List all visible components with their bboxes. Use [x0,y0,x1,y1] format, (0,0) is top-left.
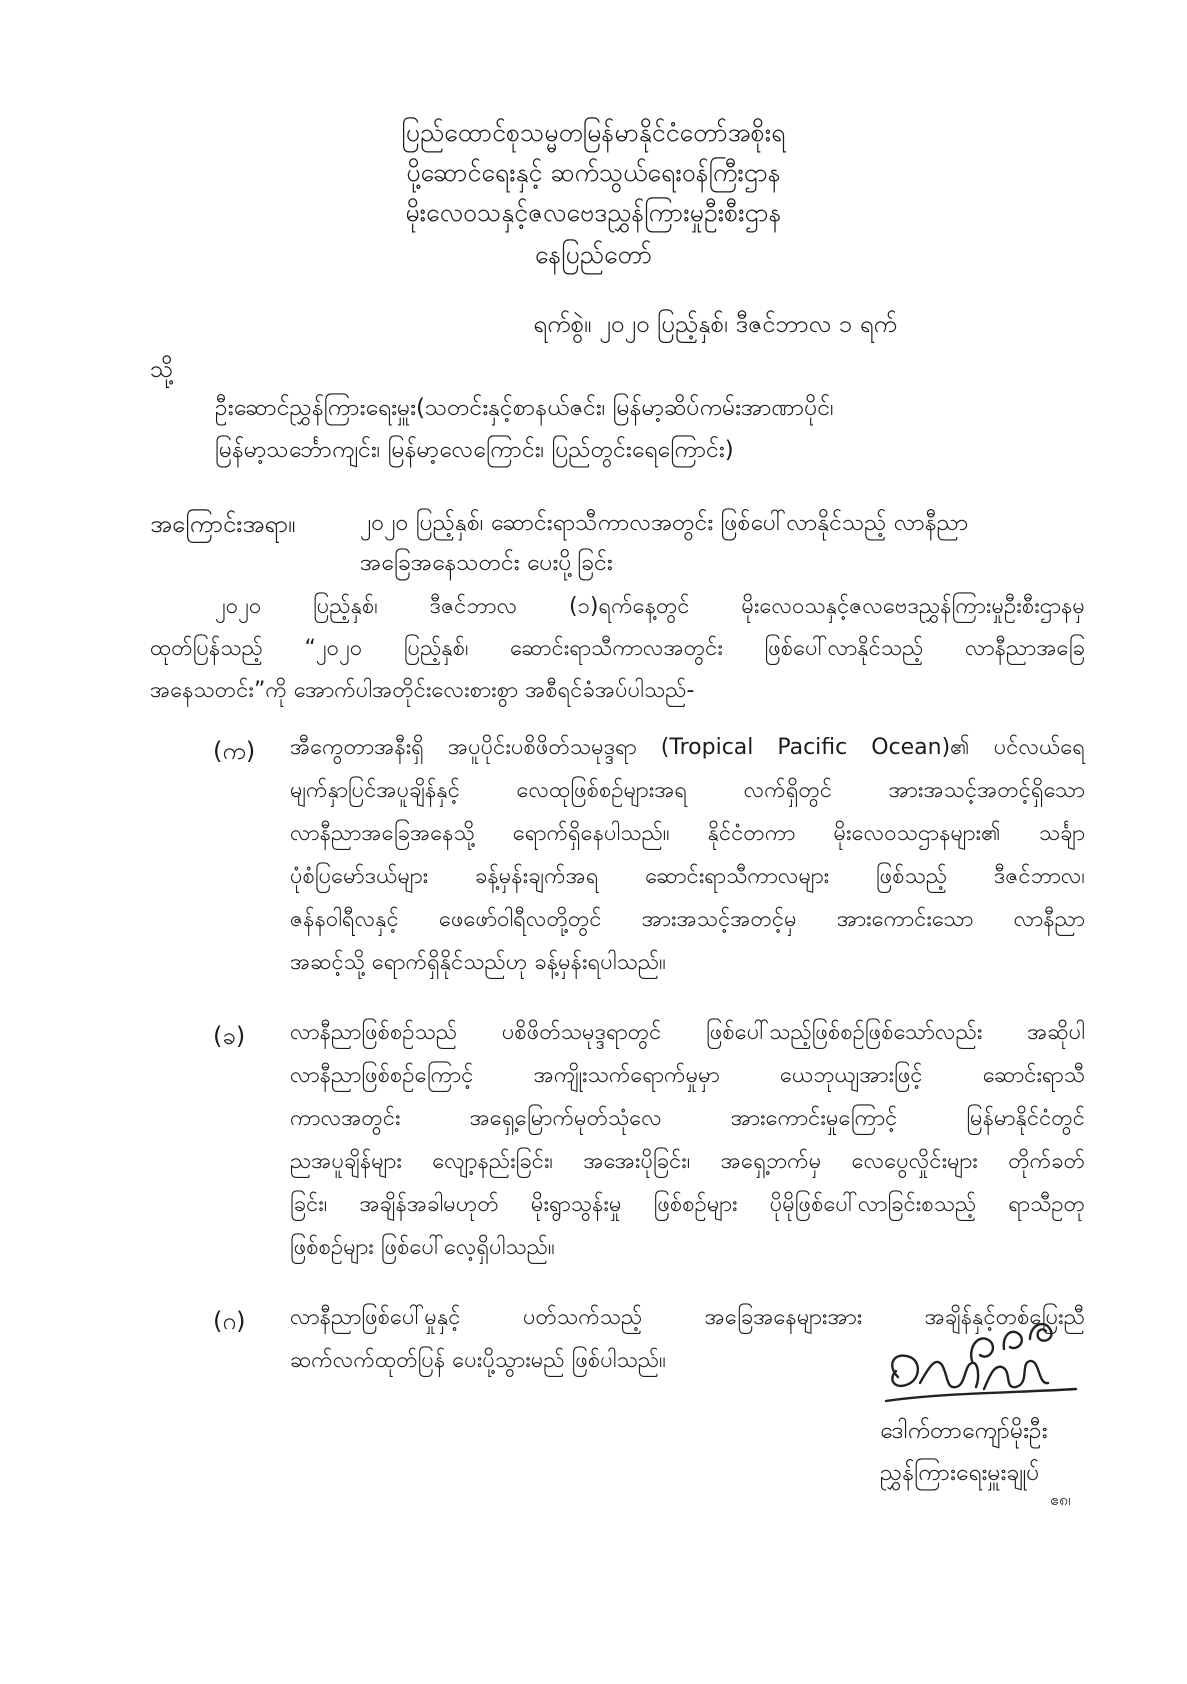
item-kha-line-6: ဖြစ်စဉ်များ ဖြစ်ပေါ်လေ့ရှိပါသည်။ [290,1235,555,1260]
item-ka-line-4: ပုံစံပြမော်ဒယ်များ ခန့်မှန်းချက်အရ ဆောင်းရာသီကာလများ ဖြစ်သည့် ဒီဇင်ဘာလ၊ [290,864,1085,889]
signatory-title: ညွှန်ကြားရေးမှူးချုပ် [880,1460,1040,1486]
letter-date: ရက်စွဲ။ ၂၀၂၀ ပြည့်နှစ်၊ ဒီဇင်ဘာလ ၁ ရက် [533,310,897,338]
item-ka-line-5: ဇန်နဝါရီလနှင့် ဖေဖော်ဝါရီလတို့တွင် အားအသင့်အတင့်မှ အားကောင်းသော လာနီညာ [290,907,1085,932]
recipient-line-1: ဦးဆောင်ညွှန်ကြားရေးမှူး(သတင်းနှင့်စာနယ်ဇင်း၊ မြန်မာ့ဆိပ်ကမ်းအာဏာပိုင်၊ [215,395,834,421]
item-ka-line-2: မျက်နှာပြင်အပူချိန်နှင့် လေထုဖြစ်စဉ်များအရ လက်ရှိတွင် အားအသင့်အတင့်ရှိသော [290,778,1085,803]
intro-line-1: ၂၀၂၀ ပြည့်နှစ်၊ ဒီဇင်ဘာလ (၁)ရက်နေ့တွင် မိုးလေဝသနှင့်ဇလဗေဒညွှန်ကြားမှုဦးစီးဌာနမှ [215,594,1085,619]
item-kha-line-1: လာနီညာဖြစ်စဉ်သည် ပစိဖိတ်သမုဒ္ဒရာတွင် ဖြစ်ပေါ်သည့်ဖြစ်စဉ်ဖြစ်သော်လည်း အဆိုပါ [290,1020,1085,1045]
item-kha-line-5: ခြင်း၊ အချိန်အခါမဟုတ် မိုးရွာသွန်းမှု ဖြစ်စဉ်များ ပိုမိုဖြစ်ပေါ်လာခြင်းစသည့် ရာသီဥတု [290,1192,1085,1217]
recipient-line-2: မြန်မာ့သင်္ဘောကျင်း၊ မြန်မာ့လေကြောင်း၊ ပြည်တွင်းရေကြောင်း) [215,437,734,463]
item-ga-label: (ဂ) [213,1307,246,1335]
item-ka-line-3: လာနီညာအခြေအနေသို့ ရောက်ရှိနေပါသည်။ နိုင်ငံတကာ မိုးလေဝသဌာနများ၏ သင်္ချာ [290,821,1085,846]
item-kha-line-4: ညအပူချိန်များ လျော့နည်းခြင်း၊ အအေးပိုခြင်း၊ အရှေ့ဘက်မှ လေပွေလှိုင်းများ တိုက်ခတ် [290,1149,1085,1174]
subject-line-2: အခြေအနေသတင်း ပေးပို့ခြင်း [360,550,613,576]
item-kha-line-2: လာနီညာဖြစ်စဉ်ကြောင့် အကျိုးသက်ရောက်မှုမှာ ယေဘုယျအားဖြင့် ဆောင်းရာသီ [290,1063,1085,1088]
header-line-3: မိုးလေဝသနှင့်ဇလဗေဒညွှန်ကြားမှုဦးစီးဌာန [405,198,782,227]
to-label: သို့ [150,355,174,383]
item-ga-line-2: ဆက်လက်ထုတ်ပြန် ပေးပို့သွားမည် ဖြစ်ပါသည်။ [290,1348,666,1373]
item-ka-line-6: အဆင့်သို့ ရောက်ရှိနိုင်သည်ဟု ခန့်မှန်းရပါသည်။ [290,950,666,975]
item-kha-line-3: ကာလအတွင်း အရှေ့မြောက်မုတ်သုံလေ အားကောင်းမှုကြောင့် မြန်မာနိုင်ငံတွင် [290,1106,1085,1131]
handwritten-signature [880,1305,1080,1415]
item-ga-line-1: လာနီညာဖြစ်ပေါ်မှုနှင့် ပတ်သက်သည့် အခြေအနေများအား အချိန်နှင့်တစ်ပြေးညီ [290,1305,1085,1330]
item-kha-label: (ခ) [213,1022,246,1050]
intro-line-3: အနေသတင်း”ကို အောက်ပါအတိုင်းလေးစားစွာ အစီရင်ခံအပ်ပါသည်- [150,678,695,703]
intro-line-2: ထုတ်ပြန်သည့် “၂၀၂၀ ပြည့်နှစ်၊ ဆောင်းရာသီကာလအတွင်း ဖြစ်ပေါ်လာနိုင်သည့် လာနီညာအခြေ [150,636,1085,661]
item-ka-label: (က) [213,737,256,765]
header-line-4: နေပြည်တော် [534,240,653,269]
signatory-name: ဒေါက်တာကျော်မိုးဦး [880,1418,1048,1444]
header-line-2: ပို့ဆောင်ရေးနှင့် ဆက်သွယ်ရေးဝန်ကြီးဌာန [406,158,781,187]
subject-line-1: ၂၀၂၀ ပြည့်နှစ်၊ ဆောင်းရာသီကာလအတွင်း ဖြစ်ပေါ်လာနိုင်သည့် လာနီညာ [360,510,969,536]
signatory-initial: ဧ၈၊ [1050,1490,1071,1509]
item-ka-line-1: အီကွေတာအနီးရှိ အပူပိုင်းပစိဖိတ်သမုဒ္ဒရာ (Tropical Pacific Ocean)၏ ပင်လယ်ရေ [290,735,1085,760]
subject-label: အကြောင်းအရာ။ [150,510,296,538]
header-line-1: ပြည်ထောင်စုသမ္မတမြန်မာနိုင်ငံတော်အစိုးရ [401,118,786,147]
